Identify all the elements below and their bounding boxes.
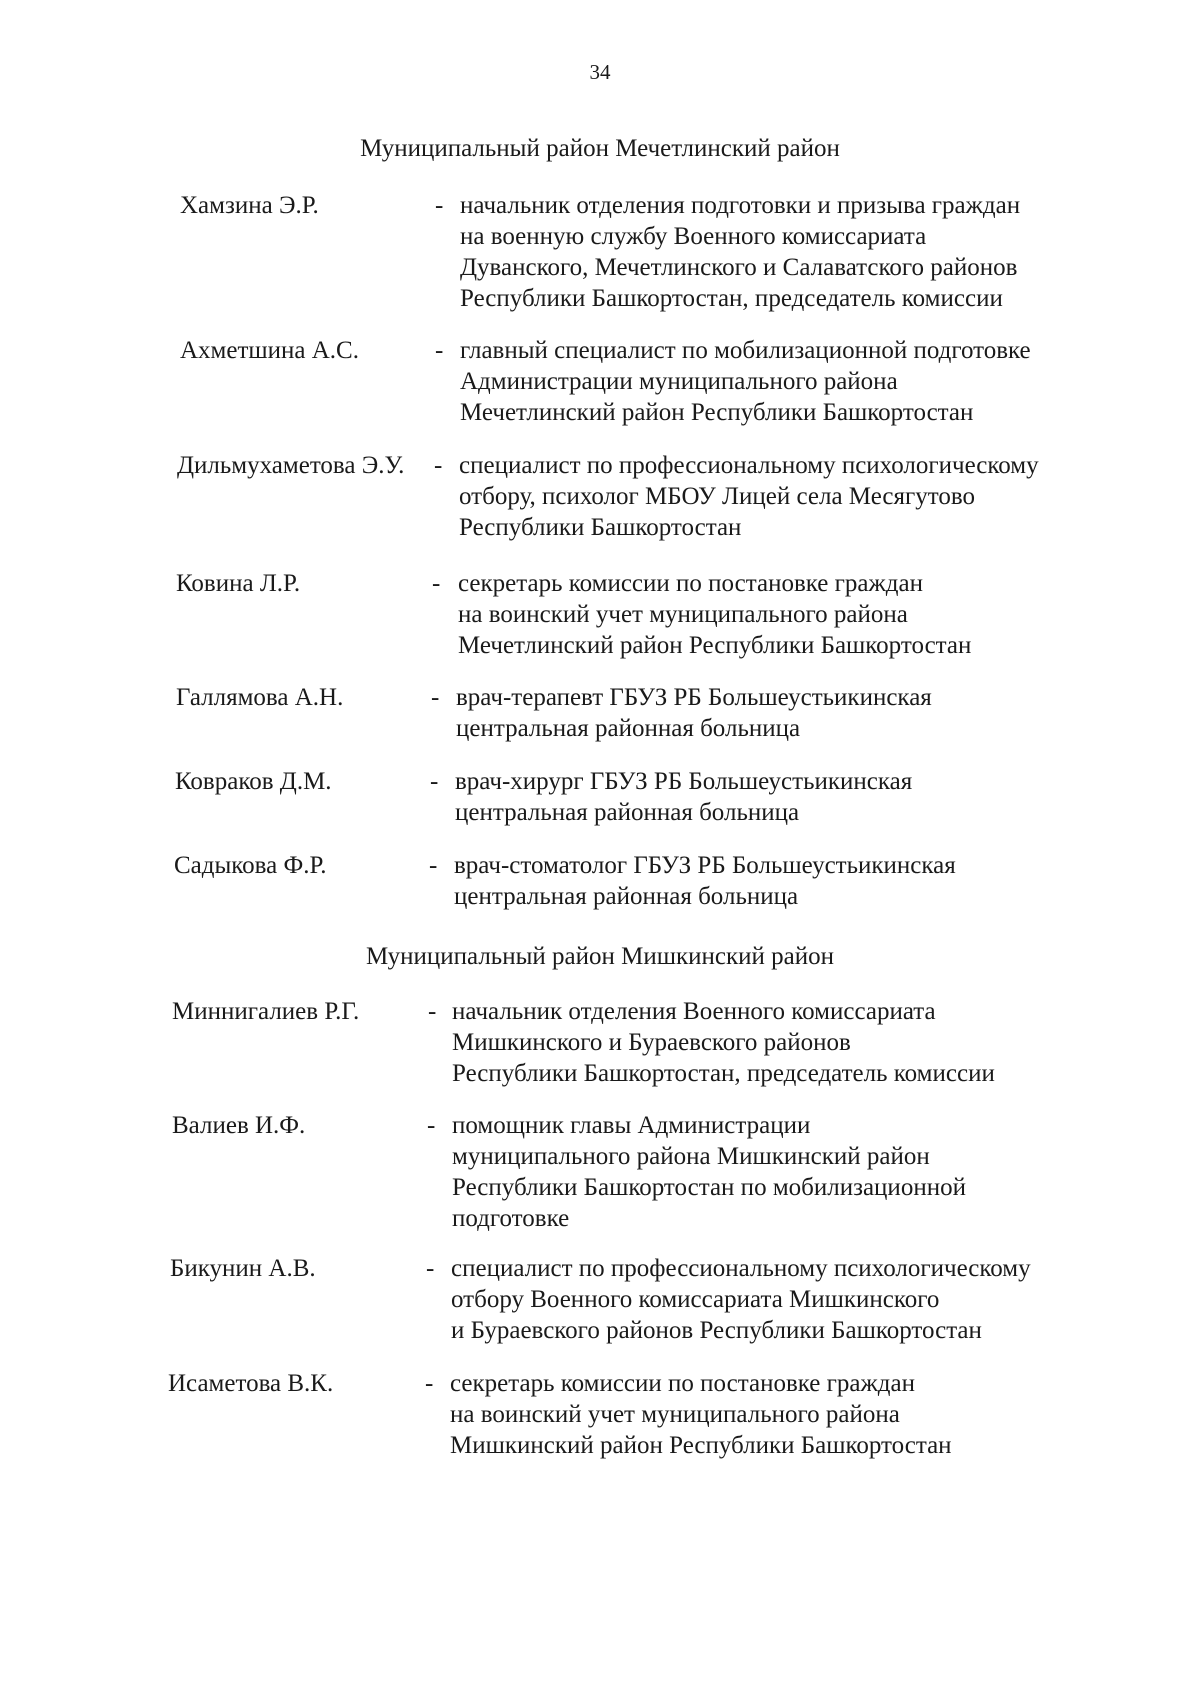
member-name: Миннигалиев Р.Г. xyxy=(172,998,360,1025)
member-name: Бикунин А.В. xyxy=(170,1255,316,1282)
member-role xyxy=(460,190,1020,314)
member-role xyxy=(452,996,995,1089)
role-line: начальник отделения подготовки и призыва граждан xyxy=(460,192,1021,219)
member-name: Дильмухаметова Э.У. xyxy=(177,452,405,479)
dash-separator: - xyxy=(429,852,438,879)
role-line: врач-стоматолог ГБУЗ РБ Большеустьикинская xyxy=(454,852,956,879)
role-line: подготовке xyxy=(452,1205,570,1232)
role-line: Республики Башкортостан, председатель комиссии xyxy=(460,285,1003,312)
member-role xyxy=(456,682,932,744)
role-line: помощник главы Администрации xyxy=(452,1112,811,1139)
role-line: на военную службу Военного комиссариата xyxy=(460,223,927,250)
member-name: Исаметова В.К. xyxy=(168,1370,334,1397)
member-name: Ахметшина А.С. xyxy=(180,337,359,364)
member-role xyxy=(455,766,912,828)
member-name: Ковина Л.Р. xyxy=(176,570,301,597)
role-line: специалист по профессиональному психологическому xyxy=(451,1255,1031,1282)
dash-separator: - xyxy=(430,768,439,795)
role-line: Мечетлинский район Республики Башкортостан xyxy=(458,632,972,659)
role-line: врач-хирург ГБУЗ РБ Большеустьикинская xyxy=(455,768,913,795)
role-line: и Бураевского районов Республики Башкортостан xyxy=(451,1317,982,1344)
role-line: отбору Военного комиссариата Мишкинского xyxy=(451,1286,940,1313)
member-role xyxy=(452,1110,966,1234)
member-role xyxy=(460,335,1031,428)
section-heading: Муниципальный район Мишкинский район xyxy=(366,943,834,970)
role-line: Администрации муниципального района xyxy=(460,368,898,395)
dash-separator: - xyxy=(431,684,440,711)
dash-separator: - xyxy=(434,452,443,479)
section-heading: Муниципальный район Мечетлинский район xyxy=(360,135,840,162)
member-name: Хамзина Э.Р. xyxy=(180,192,319,219)
member-name: Садыкова Ф.Р. xyxy=(174,852,327,879)
role-line: главный специалист по мобилизационной подготовке xyxy=(460,337,1031,364)
dash-separator: - xyxy=(427,1112,436,1139)
role-line: на воинский учет муниципального района xyxy=(458,601,908,628)
dash-separator: - xyxy=(428,998,437,1025)
member-role xyxy=(458,568,971,661)
role-line: Республики Башкортостан, председатель комиссии xyxy=(452,1060,995,1087)
dash-separator: - xyxy=(435,337,444,364)
dash-separator: - xyxy=(425,1370,434,1397)
member-name: Галлямова А.Н. xyxy=(176,684,344,711)
role-line: центральная районная больница xyxy=(455,799,800,826)
role-line: секретарь комиссии по постановке граждан xyxy=(450,1370,915,1397)
role-line: специалист по профессиональному психологическому xyxy=(459,452,1039,479)
role-line: отбору, психолог МБОУ Лицей села Месягутово xyxy=(459,483,976,510)
role-line: Республики Башкортостан xyxy=(459,514,742,541)
member-name: Ковраков Д.М. xyxy=(175,768,332,795)
member-role xyxy=(451,1253,1031,1346)
role-line: секретарь комиссии по постановке граждан xyxy=(458,570,923,597)
role-line: Мишкинский район Республики Башкортостан xyxy=(450,1432,952,1459)
role-line: центральная районная больница xyxy=(454,883,799,910)
role-line: Мечетлинский район Республики Башкортостан xyxy=(460,399,974,426)
member-role xyxy=(459,450,1039,543)
role-line: Дуванского, Мечетлинского и Салаватского районов xyxy=(460,254,1018,281)
dash-separator: - xyxy=(435,192,444,219)
role-line: Республики Башкортостан по мобилизационной xyxy=(452,1174,966,1201)
role-line: муниципального района Мишкинский район xyxy=(452,1143,930,1170)
dash-separator: - xyxy=(426,1255,435,1282)
role-line: на воинский учет муниципального района xyxy=(450,1401,900,1428)
dash-separator: - xyxy=(432,570,441,597)
role-line: центральная районная больница xyxy=(456,715,801,742)
page-number: 34 xyxy=(589,60,611,84)
role-line: врач-терапевт ГБУЗ РБ Большеустьикинская xyxy=(456,684,932,711)
role-line: Мишкинского и Бураевского районов xyxy=(452,1029,851,1056)
member-role xyxy=(454,850,956,912)
member-role xyxy=(450,1368,952,1461)
member-name: Валиев И.Ф. xyxy=(172,1112,306,1139)
role-line: начальник отделения Военного комиссариата xyxy=(452,998,936,1025)
